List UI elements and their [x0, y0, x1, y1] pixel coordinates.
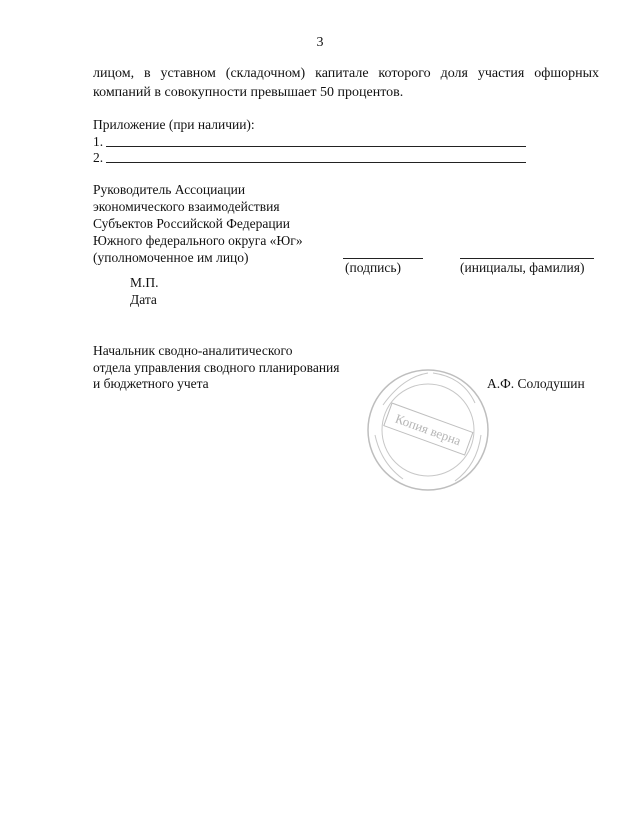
stamp-text: Копия верна	[393, 410, 464, 449]
signature-caption: (подпись)	[345, 260, 402, 275]
signatory-line-4: Южного федерального округа «Юг»	[93, 233, 303, 248]
signatory-line-3: Субъектов Российской Федерации	[93, 216, 291, 231]
official-line-3: и бюджетного учета	[93, 376, 209, 391]
paragraph-line-1: лицом, в уставном (складочном) капитале которого доля участия офшорных	[93, 66, 599, 81]
official-stamp-seal	[363, 365, 493, 495]
attachment-item-1-number: 1.	[93, 134, 104, 149]
name-line	[460, 258, 594, 259]
signatory-line-1: Руководитель Ассоциации	[93, 182, 246, 197]
signatory-line-5: (уполномоченное им лицо)	[93, 250, 249, 265]
attachment-item-2-number: 2.	[93, 150, 104, 165]
attachment-item-1-line	[106, 146, 526, 147]
attachments-heading: Приложение (при наличии):	[93, 117, 255, 132]
page-number: 3	[316, 35, 324, 50]
date-label: Дата	[130, 292, 157, 307]
signatory-line-2: экономического взаимодействия	[93, 199, 280, 214]
signature-line	[343, 258, 423, 259]
seal-label: М.П.	[130, 275, 159, 290]
official-line-1: Начальник сводно-аналитического	[93, 343, 293, 358]
body-paragraph	[93, 64, 599, 102]
name-caption: (инициалы, фамилия)	[460, 260, 585, 275]
official-line-2: отдела управления сводного планирования	[93, 360, 340, 375]
attachment-item-2-line	[106, 162, 526, 163]
paragraph-line-2: компаний в совокупности превышает 50 процентов.	[93, 85, 404, 100]
official-name: А.Ф. Солодушин	[487, 376, 585, 391]
